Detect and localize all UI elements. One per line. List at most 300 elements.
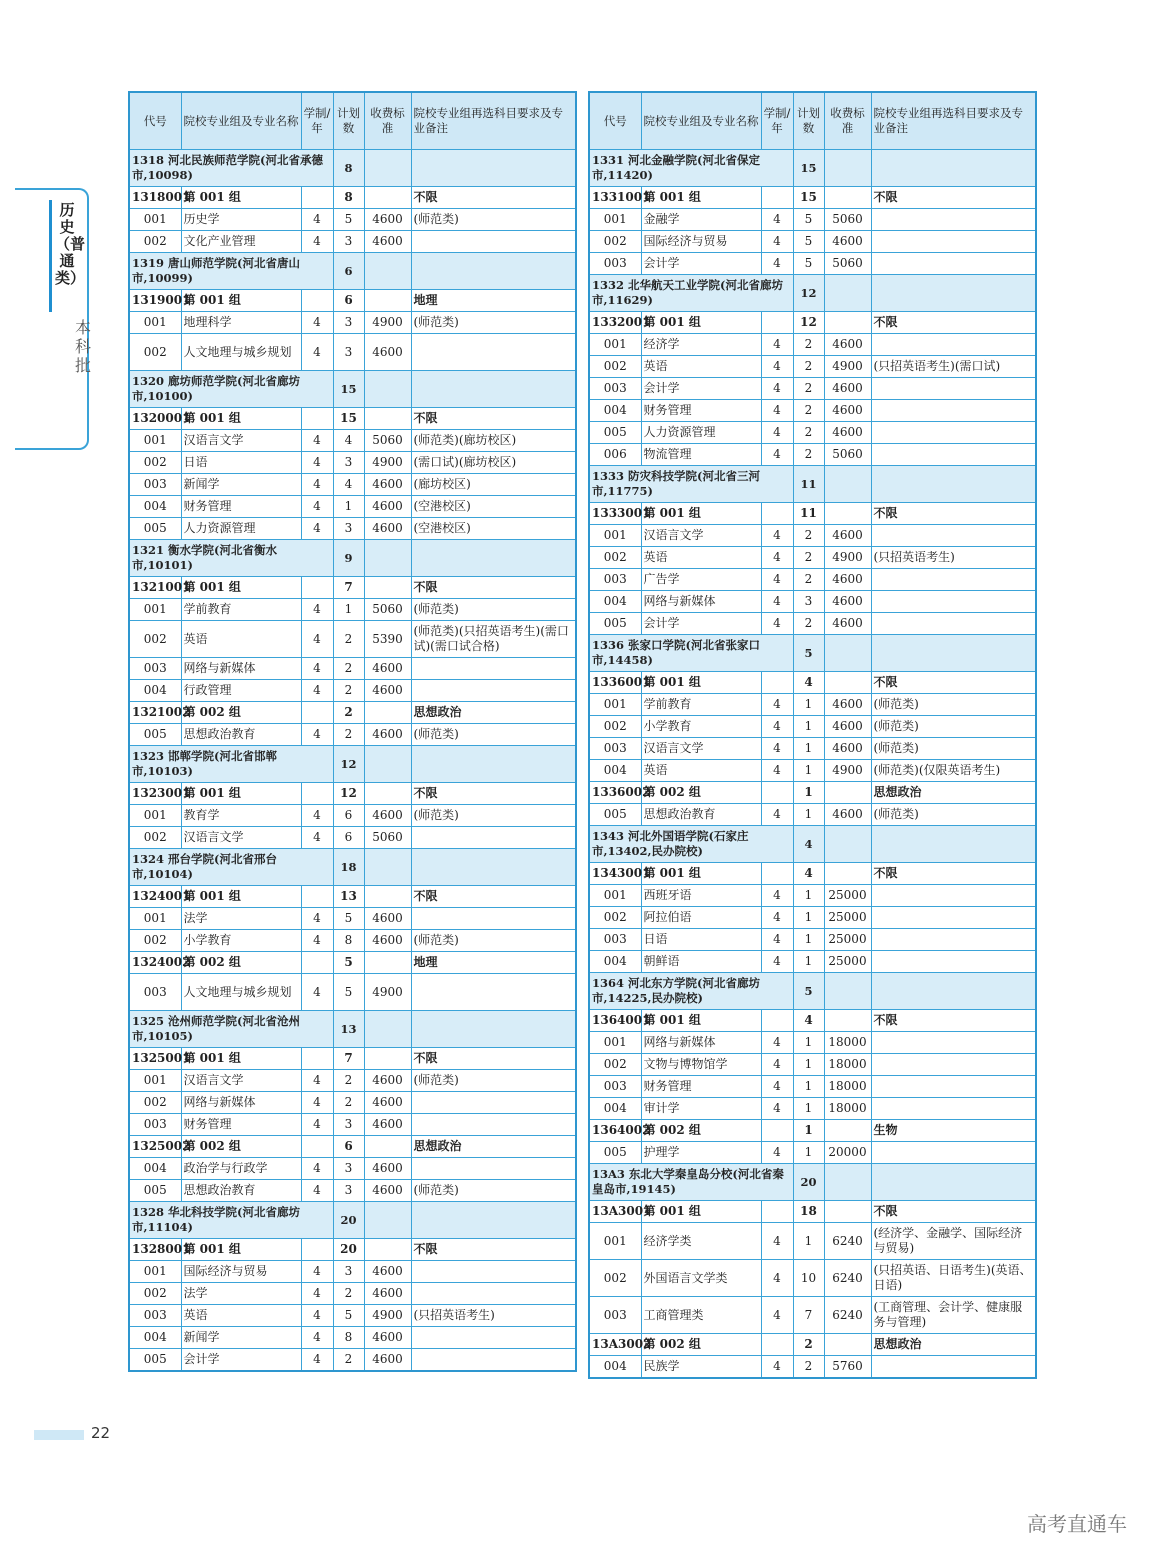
- major-name: 新闻学: [181, 474, 301, 496]
- major-fee: 25000: [824, 951, 871, 973]
- group-subject-requirement: 地理: [411, 952, 576, 974]
- major-code: 001: [589, 1223, 641, 1260]
- major-plan: 2: [793, 422, 824, 444]
- group-subject-requirement: 不限: [871, 1010, 1036, 1032]
- group-row: [129, 952, 576, 974]
- group-name: 第 001 组: [641, 503, 761, 525]
- major-years: 4: [761, 613, 793, 635]
- group-plan: 1: [793, 782, 824, 804]
- major-name: 学前教育: [181, 599, 301, 621]
- major-row: [589, 804, 1036, 826]
- group-name: 第 001 组: [641, 863, 761, 885]
- major-name: 法学: [181, 908, 301, 930]
- major-note: [871, 1356, 1036, 1379]
- major-fee: 4600: [364, 1070, 411, 1092]
- major-name: 经济学类: [641, 1223, 761, 1260]
- major-years: 4: [761, 1142, 793, 1164]
- major-name: 人文地理与城乡规划: [181, 974, 301, 1011]
- major-name: 广告学: [641, 569, 761, 591]
- major-row: [129, 1349, 576, 1372]
- major-plan: 2: [333, 724, 364, 746]
- major-plan: 5: [793, 231, 824, 253]
- major-name: 政治学与行政学: [181, 1158, 301, 1180]
- group-plan: 12: [793, 312, 824, 334]
- major-code: 001: [589, 1032, 641, 1054]
- school-note: [411, 253, 576, 290]
- school-fee: [364, 849, 411, 886]
- header-name: 院校专业组及专业名称: [641, 92, 761, 150]
- header-years: 学制/年: [301, 92, 333, 150]
- major-code: 002: [129, 231, 181, 253]
- major-code: 001: [129, 1070, 181, 1092]
- school-name: 1332 北华航天工业学院(河北省廊坊市,11629): [589, 275, 793, 312]
- major-code: 005: [589, 804, 641, 826]
- major-plan: 3: [333, 231, 364, 253]
- group-fee: [364, 783, 411, 805]
- school-note: [871, 275, 1036, 312]
- major-row: [589, 591, 1036, 613]
- major-note: [411, 1261, 576, 1283]
- major-row: [129, 209, 576, 231]
- major-plan: 2: [333, 680, 364, 702]
- group-plan: 8: [333, 187, 364, 209]
- school-fee: [364, 1202, 411, 1239]
- school-plan: 15: [793, 150, 824, 187]
- major-fee: 4900: [364, 452, 411, 474]
- major-code: 003: [129, 658, 181, 680]
- group-row: [589, 1201, 1036, 1223]
- major-name: 工商管理类: [641, 1297, 761, 1334]
- group-years: [761, 782, 793, 804]
- group-years: [761, 863, 793, 885]
- school-note: [411, 1202, 576, 1239]
- school-fee: [824, 826, 871, 863]
- major-plan: 2: [333, 1070, 364, 1092]
- major-plan: 6: [333, 805, 364, 827]
- major-name: 思想政治教育: [181, 1180, 301, 1202]
- major-name: 网络与新媒体: [641, 1032, 761, 1054]
- group-years: [301, 1239, 333, 1261]
- major-years: 4: [301, 1327, 333, 1349]
- major-code: 004: [589, 1098, 641, 1120]
- group-fee: [364, 408, 411, 430]
- major-note: [871, 378, 1036, 400]
- major-fee: 5390: [364, 621, 411, 658]
- major-fee: 4600: [824, 569, 871, 591]
- major-note: [411, 1158, 576, 1180]
- school-note: [411, 150, 576, 187]
- major-row: [589, 1142, 1036, 1164]
- major-note: [411, 1327, 576, 1349]
- major-row: [129, 474, 576, 496]
- major-row: [589, 356, 1036, 378]
- major-code: 002: [589, 1260, 641, 1297]
- major-years: 4: [761, 694, 793, 716]
- school-row: [589, 973, 1036, 1010]
- major-name: 英语: [641, 760, 761, 782]
- major-row: [589, 694, 1036, 716]
- major-fee: 4600: [364, 518, 411, 540]
- header-row: [589, 92, 1036, 150]
- major-years: 4: [301, 209, 333, 231]
- major-fee: 5060: [824, 444, 871, 466]
- major-note: (师范类): [411, 209, 576, 231]
- group-plan: 7: [333, 1048, 364, 1070]
- major-note: [871, 613, 1036, 635]
- group-subject-requirement: 不限: [411, 1048, 576, 1070]
- major-name: 小学教育: [181, 930, 301, 952]
- school-row: [129, 253, 576, 290]
- major-note: [871, 525, 1036, 547]
- school-fee: [364, 253, 411, 290]
- school-plan: 13: [333, 1011, 364, 1048]
- major-fee: 4900: [824, 547, 871, 569]
- group-fee: [824, 503, 871, 525]
- school-note: [411, 746, 576, 783]
- major-years: 4: [761, 231, 793, 253]
- group-row: [589, 1010, 1036, 1032]
- group-plan: 7: [333, 577, 364, 599]
- major-fee: 4600: [364, 334, 411, 371]
- major-code: 002: [129, 1283, 181, 1305]
- header-name: 院校专业组及专业名称: [181, 92, 301, 150]
- group-fee: [824, 782, 871, 804]
- major-years: 4: [301, 827, 333, 849]
- major-plan: 5: [333, 209, 364, 231]
- group-code: 1324001: [129, 886, 181, 908]
- header-note: 院校专业组再选科目要求及专业备注: [871, 92, 1036, 150]
- major-fee: 6240: [824, 1260, 871, 1297]
- major-row: [129, 908, 576, 930]
- school-plan: 9: [333, 540, 364, 577]
- major-note: (只招英语考生): [411, 1305, 576, 1327]
- school-plan: 6: [333, 253, 364, 290]
- group-years: [301, 886, 333, 908]
- school-name: 1324 邢台学院(河北省邢台市,10104): [129, 849, 333, 886]
- major-name: 外国语言文学类: [641, 1260, 761, 1297]
- major-plan: 1: [793, 1098, 824, 1120]
- major-row: [129, 974, 576, 1011]
- major-note: [871, 1054, 1036, 1076]
- group-code: 1364001: [589, 1010, 641, 1032]
- group-years: [761, 187, 793, 209]
- major-row: [589, 1076, 1036, 1098]
- school-name: 1343 河北外国语学院(石家庄市,13402,民办院校): [589, 826, 793, 863]
- group-fee: [824, 187, 871, 209]
- header-fee: 收费标准: [824, 92, 871, 150]
- major-fee: 4600: [364, 474, 411, 496]
- group-row: [589, 782, 1036, 804]
- major-row: [589, 253, 1036, 275]
- major-name: 日语: [181, 452, 301, 474]
- major-name: 英语: [181, 1305, 301, 1327]
- header-row: [129, 92, 576, 150]
- school-fee: [824, 1164, 871, 1201]
- major-fee: 25000: [824, 929, 871, 951]
- major-code: 005: [589, 613, 641, 635]
- major-code: 005: [589, 1142, 641, 1164]
- major-fee: 25000: [824, 907, 871, 929]
- major-code: 001: [129, 908, 181, 930]
- group-code: 1343001: [589, 863, 641, 885]
- group-name: 第 002 组: [641, 782, 761, 804]
- major-plan: 2: [793, 400, 824, 422]
- major-note: [871, 209, 1036, 231]
- major-row: [129, 1158, 576, 1180]
- major-code: 001: [129, 1261, 181, 1283]
- school-name: 1318 河北民族师范学院(河北省承德市,10098): [129, 150, 333, 187]
- major-years: 4: [301, 474, 333, 496]
- major-row: [129, 430, 576, 452]
- major-plan: 3: [333, 452, 364, 474]
- major-fee: 18000: [824, 1032, 871, 1054]
- school-row: [129, 150, 576, 187]
- major-row: [589, 1032, 1036, 1054]
- group-subject-requirement: 不限: [411, 408, 576, 430]
- group-fee: [364, 577, 411, 599]
- major-note: [411, 231, 576, 253]
- group-name: 第 001 组: [641, 187, 761, 209]
- major-note: [871, 569, 1036, 591]
- major-code: 003: [589, 1297, 641, 1334]
- header-note: 院校专业组再选科目要求及专业备注: [411, 92, 576, 150]
- section-tab: [15, 188, 89, 450]
- school-row: [589, 635, 1036, 672]
- group-code: 1336001: [589, 672, 641, 694]
- major-name: 小学教育: [641, 716, 761, 738]
- major-row: [589, 400, 1036, 422]
- group-plan: 20: [333, 1239, 364, 1261]
- major-name: 审计学: [641, 1098, 761, 1120]
- major-name: 新闻学: [181, 1327, 301, 1349]
- major-plan: 1: [793, 1142, 824, 1164]
- group-subject-requirement: 不限: [411, 577, 576, 599]
- school-fee: [364, 371, 411, 408]
- major-fee: 18000: [824, 1076, 871, 1098]
- school-fee: [824, 635, 871, 672]
- school-name: 1319 唐山师范学院(河北省唐山市,10099): [129, 253, 333, 290]
- major-plan: 1: [793, 1032, 824, 1054]
- major-years: 4: [761, 569, 793, 591]
- major-years: 4: [761, 1076, 793, 1098]
- major-name: 思想政治教育: [641, 804, 761, 826]
- major-plan: 5: [793, 253, 824, 275]
- major-code: 002: [589, 231, 641, 253]
- major-code: 002: [129, 827, 181, 849]
- major-years: 4: [761, 1054, 793, 1076]
- group-code: 1364002: [589, 1120, 641, 1142]
- major-plan: 2: [793, 569, 824, 591]
- major-years: 4: [301, 1305, 333, 1327]
- major-fee: 18000: [824, 1098, 871, 1120]
- major-note: [411, 658, 576, 680]
- major-code: 004: [589, 760, 641, 782]
- major-fee: 4600: [824, 525, 871, 547]
- group-plan: 12: [333, 783, 364, 805]
- major-code: 002: [129, 1092, 181, 1114]
- major-plan: 2: [793, 356, 824, 378]
- major-plan: 3: [333, 518, 364, 540]
- group-code: 1332001: [589, 312, 641, 334]
- major-note: (经济学、金融学、国际经济与贸易): [871, 1223, 1036, 1260]
- left-admission-table: [128, 91, 577, 1372]
- major-code: 004: [589, 951, 641, 973]
- major-plan: 2: [793, 613, 824, 635]
- group-name: 第 001 组: [181, 187, 301, 209]
- school-fee: [824, 275, 871, 312]
- group-subject-requirement: 不限: [871, 187, 1036, 209]
- major-row: [589, 1260, 1036, 1297]
- major-note: [411, 1114, 576, 1136]
- major-plan: 1: [793, 804, 824, 826]
- school-row: [589, 1164, 1036, 1201]
- major-note: (师范类): [411, 805, 576, 827]
- group-plan: 15: [333, 408, 364, 430]
- major-name: 物流管理: [641, 444, 761, 466]
- group-plan: 4: [793, 672, 824, 694]
- major-fee: 4900: [364, 312, 411, 334]
- major-years: 4: [761, 253, 793, 275]
- major-row: [589, 1223, 1036, 1260]
- major-name: 金融学: [641, 209, 761, 231]
- major-years: 4: [761, 760, 793, 782]
- major-plan: 2: [793, 1356, 824, 1379]
- group-years: [301, 1136, 333, 1158]
- major-years: 4: [301, 452, 333, 474]
- major-note: [871, 885, 1036, 907]
- major-note: (师范类)(只招英语考生)(需口试)(需口试合格): [411, 621, 576, 658]
- major-plan: 1: [793, 738, 824, 760]
- group-row: [589, 1120, 1036, 1142]
- major-plan: 3: [333, 1261, 364, 1283]
- major-plan: 4: [333, 430, 364, 452]
- major-years: 4: [761, 1297, 793, 1334]
- major-name: 英语: [641, 356, 761, 378]
- major-plan: 2: [793, 547, 824, 569]
- major-row: [129, 334, 576, 371]
- group-name: 第 002 组: [181, 1136, 301, 1158]
- group-code: 1333001: [589, 503, 641, 525]
- major-fee: 4600: [364, 658, 411, 680]
- group-fee: [364, 1048, 411, 1070]
- major-years: 4: [301, 805, 333, 827]
- major-name: 人力资源管理: [181, 518, 301, 540]
- school-row: [589, 275, 1036, 312]
- major-plan: 3: [333, 312, 364, 334]
- major-plan: 1: [793, 716, 824, 738]
- major-name: 网络与新媒体: [181, 658, 301, 680]
- group-row: [129, 1136, 576, 1158]
- major-plan: 6: [333, 827, 364, 849]
- school-plan: 18: [333, 849, 364, 886]
- group-code: 1325001: [129, 1048, 181, 1070]
- major-plan: 2: [333, 658, 364, 680]
- group-years: [301, 187, 333, 209]
- major-fee: 18000: [824, 1054, 871, 1076]
- major-note: [871, 231, 1036, 253]
- school-plan: 12: [793, 275, 824, 312]
- group-subject-requirement: 不限: [411, 886, 576, 908]
- major-plan: 3: [333, 1180, 364, 1202]
- major-name: 西班牙语: [641, 885, 761, 907]
- major-row: [129, 599, 576, 621]
- group-row: [129, 577, 576, 599]
- group-row: [129, 408, 576, 430]
- major-code: 005: [129, 1180, 181, 1202]
- group-row: [589, 863, 1036, 885]
- school-fee: [364, 540, 411, 577]
- major-fee: 4600: [364, 680, 411, 702]
- major-code: 003: [129, 1114, 181, 1136]
- group-fee: [364, 702, 411, 724]
- school-fee: [364, 150, 411, 187]
- major-row: [129, 452, 576, 474]
- major-years: 4: [761, 929, 793, 951]
- major-years: 4: [761, 1356, 793, 1379]
- group-plan: 15: [793, 187, 824, 209]
- major-row: [589, 951, 1036, 973]
- group-code: 1324002: [129, 952, 181, 974]
- major-code: 001: [589, 525, 641, 547]
- group-name: 第 001 组: [641, 1010, 761, 1032]
- major-note: [871, 422, 1036, 444]
- major-fee: 4600: [824, 738, 871, 760]
- major-code: 002: [589, 716, 641, 738]
- major-note: [871, 1142, 1036, 1164]
- major-fee: 4600: [364, 724, 411, 746]
- major-note: [871, 907, 1036, 929]
- group-plan: 2: [793, 1334, 824, 1356]
- major-plan: 5: [333, 1305, 364, 1327]
- group-subject-requirement: 思想政治: [411, 1136, 576, 1158]
- group-years: [301, 290, 333, 312]
- major-fee: 4600: [824, 334, 871, 356]
- major-note: (师范类): [871, 716, 1036, 738]
- major-note: (需口试)(廊坊校区): [411, 452, 576, 474]
- group-fee: [364, 952, 411, 974]
- major-years: 4: [761, 951, 793, 973]
- group-name: 第 001 组: [181, 783, 301, 805]
- group-years: [761, 1334, 793, 1356]
- major-years: 4: [301, 430, 333, 452]
- major-plan: 2: [793, 525, 824, 547]
- major-code: 001: [129, 599, 181, 621]
- major-name: 汉语言文学: [181, 1070, 301, 1092]
- major-plan: 1: [793, 1223, 824, 1260]
- group-subject-requirement: 不限: [871, 312, 1036, 334]
- major-fee: 4600: [824, 716, 871, 738]
- major-row: [129, 518, 576, 540]
- major-fee: 5760: [824, 1356, 871, 1379]
- major-name: 日语: [641, 929, 761, 951]
- major-fee: 4600: [824, 591, 871, 613]
- major-years: 4: [761, 591, 793, 613]
- group-row: [129, 290, 576, 312]
- major-row: [129, 1070, 576, 1092]
- major-fee: 4600: [364, 1261, 411, 1283]
- major-code: 003: [589, 738, 641, 760]
- major-fee: 5060: [364, 430, 411, 452]
- major-plan: 1: [793, 929, 824, 951]
- major-years: 4: [301, 680, 333, 702]
- major-fee: 20000: [824, 1142, 871, 1164]
- major-fee: 4600: [364, 209, 411, 231]
- major-plan: 2: [333, 1283, 364, 1305]
- major-years: 4: [761, 525, 793, 547]
- major-fee: 4600: [824, 400, 871, 422]
- group-plan: 11: [793, 503, 824, 525]
- school-plan: 11: [793, 466, 824, 503]
